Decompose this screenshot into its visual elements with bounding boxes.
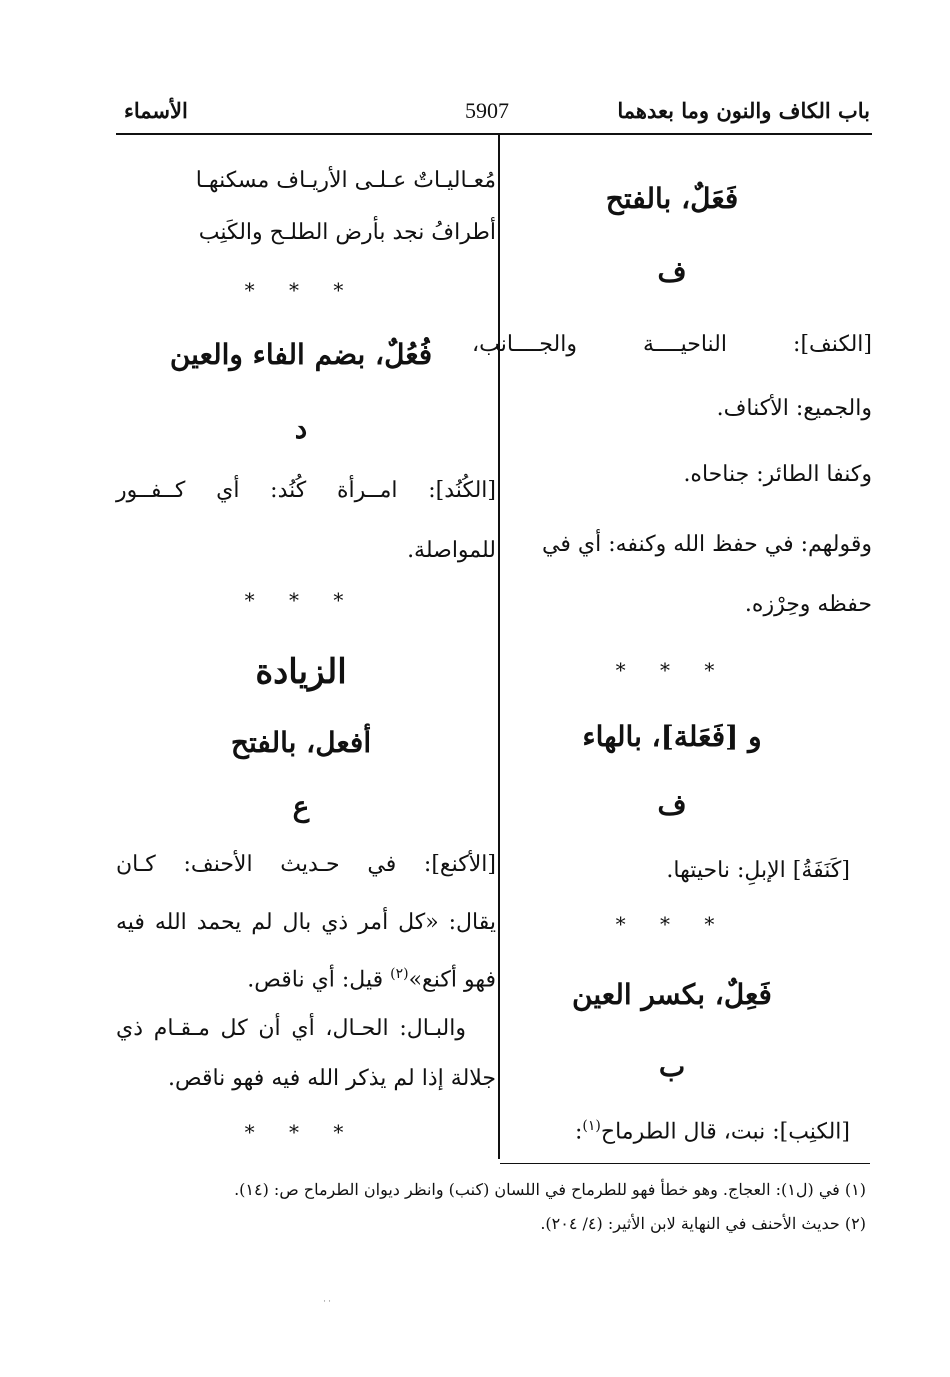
separator-stars: * * *: [244, 1120, 358, 1144]
separator-stars: * * *: [244, 278, 358, 302]
root-letter: ع: [292, 790, 310, 823]
scan-mark: ˙˙: [322, 1300, 332, 1311]
entry-heading: فَعِلٌ، بكسر العين: [572, 978, 772, 1011]
paragraph: للمواصلة.: [407, 538, 496, 563]
section-heading: الزيادة: [255, 652, 347, 692]
footnote: (١) في (ل١): العجاج. وهو خطأ فهو للطرماح في اللسان (كنب) وانظر ديوان الطرماح ص: (١٤).: [234, 1180, 866, 1199]
paragraph: والجميع: الأكناف.: [716, 396, 872, 421]
separator-stars: * * *: [615, 658, 729, 682]
entry-heading: فُعُلٌ، بضم الفاء والعين: [169, 338, 433, 371]
paragraph: [الأكنع]: في حـديث الأحنف: كـان: [116, 852, 496, 877]
paragraph-end: قيل: أي ناقص.: [247, 967, 391, 993]
footnote: (٢) حديث الأحنف في النهاية لابن الأثير: (٤/ ٢٠٤).: [540, 1214, 866, 1233]
header-rule: [116, 133, 872, 135]
separator-stars: * * *: [244, 588, 358, 612]
paragraph: [الكنف]: الناحيــــة والجــــانب،: [472, 332, 872, 357]
left-column: [116, 140, 496, 1160]
paragraph: وقولهم: في حفظ الله وكنفه: أي في: [542, 532, 872, 557]
running-head-left: الأسماء: [124, 98, 188, 123]
paragraph: يقال: «كل أمر ذي بال لم يحمد الله فيه: [116, 910, 496, 935]
verse-line: أطرافُ نجد بأرض الطلـح والكَنِب: [198, 220, 496, 245]
paragraph: حفظه وحِرْزه.: [744, 592, 872, 617]
verse-line: مُعـاليـاتٌ عـلـى الأريـاف مسكنهـا: [195, 168, 496, 193]
paragraph-text: [الكنِب]: نبت، قال الطرماح: [600, 1119, 850, 1145]
footnote-ref: (٢): [390, 966, 409, 982]
page-number: 5907: [465, 98, 509, 123]
footnote-ref: (١): [582, 1118, 601, 1134]
paragraph: [116, 966, 496, 992]
root-letter: ف: [657, 255, 687, 288]
paragraph: وكنفا الطائر: جناحاه.: [683, 462, 872, 487]
footnote-rule: [500, 1163, 870, 1164]
root-letter: د: [294, 412, 308, 445]
paragraph: والبـال: الحـال، أي أن كل مـقـام ذي: [116, 1016, 466, 1041]
paragraph: جلالة إذا لم يذكر الله فيه فهو ناقص.: [168, 1066, 496, 1091]
right-column: [472, 140, 872, 1160]
paragraph-text: فهو أكنع»: [408, 967, 496, 993]
entry-heading: و [فَعَلة]، بالهاء: [582, 720, 762, 753]
paragraph-end: :: [574, 1119, 583, 1145]
paragraph: [الكُنُد]: امــرأة كُنُد: أي كــفــور: [116, 478, 496, 503]
separator-stars: * * *: [615, 912, 729, 936]
entry-heading: أفعل، بالفتح: [230, 726, 372, 759]
entry-heading: فَعَلٌ، بالفتح: [605, 182, 739, 215]
paragraph: [كَنَفَةُ] الإبلِ: ناحيتها.: [666, 858, 850, 883]
root-letter: ب: [658, 1050, 686, 1083]
paragraph: [472, 1118, 850, 1144]
root-letter: ف: [657, 788, 687, 821]
running-head-right: باب الكاف والنون وما بعدهما: [617, 98, 870, 123]
